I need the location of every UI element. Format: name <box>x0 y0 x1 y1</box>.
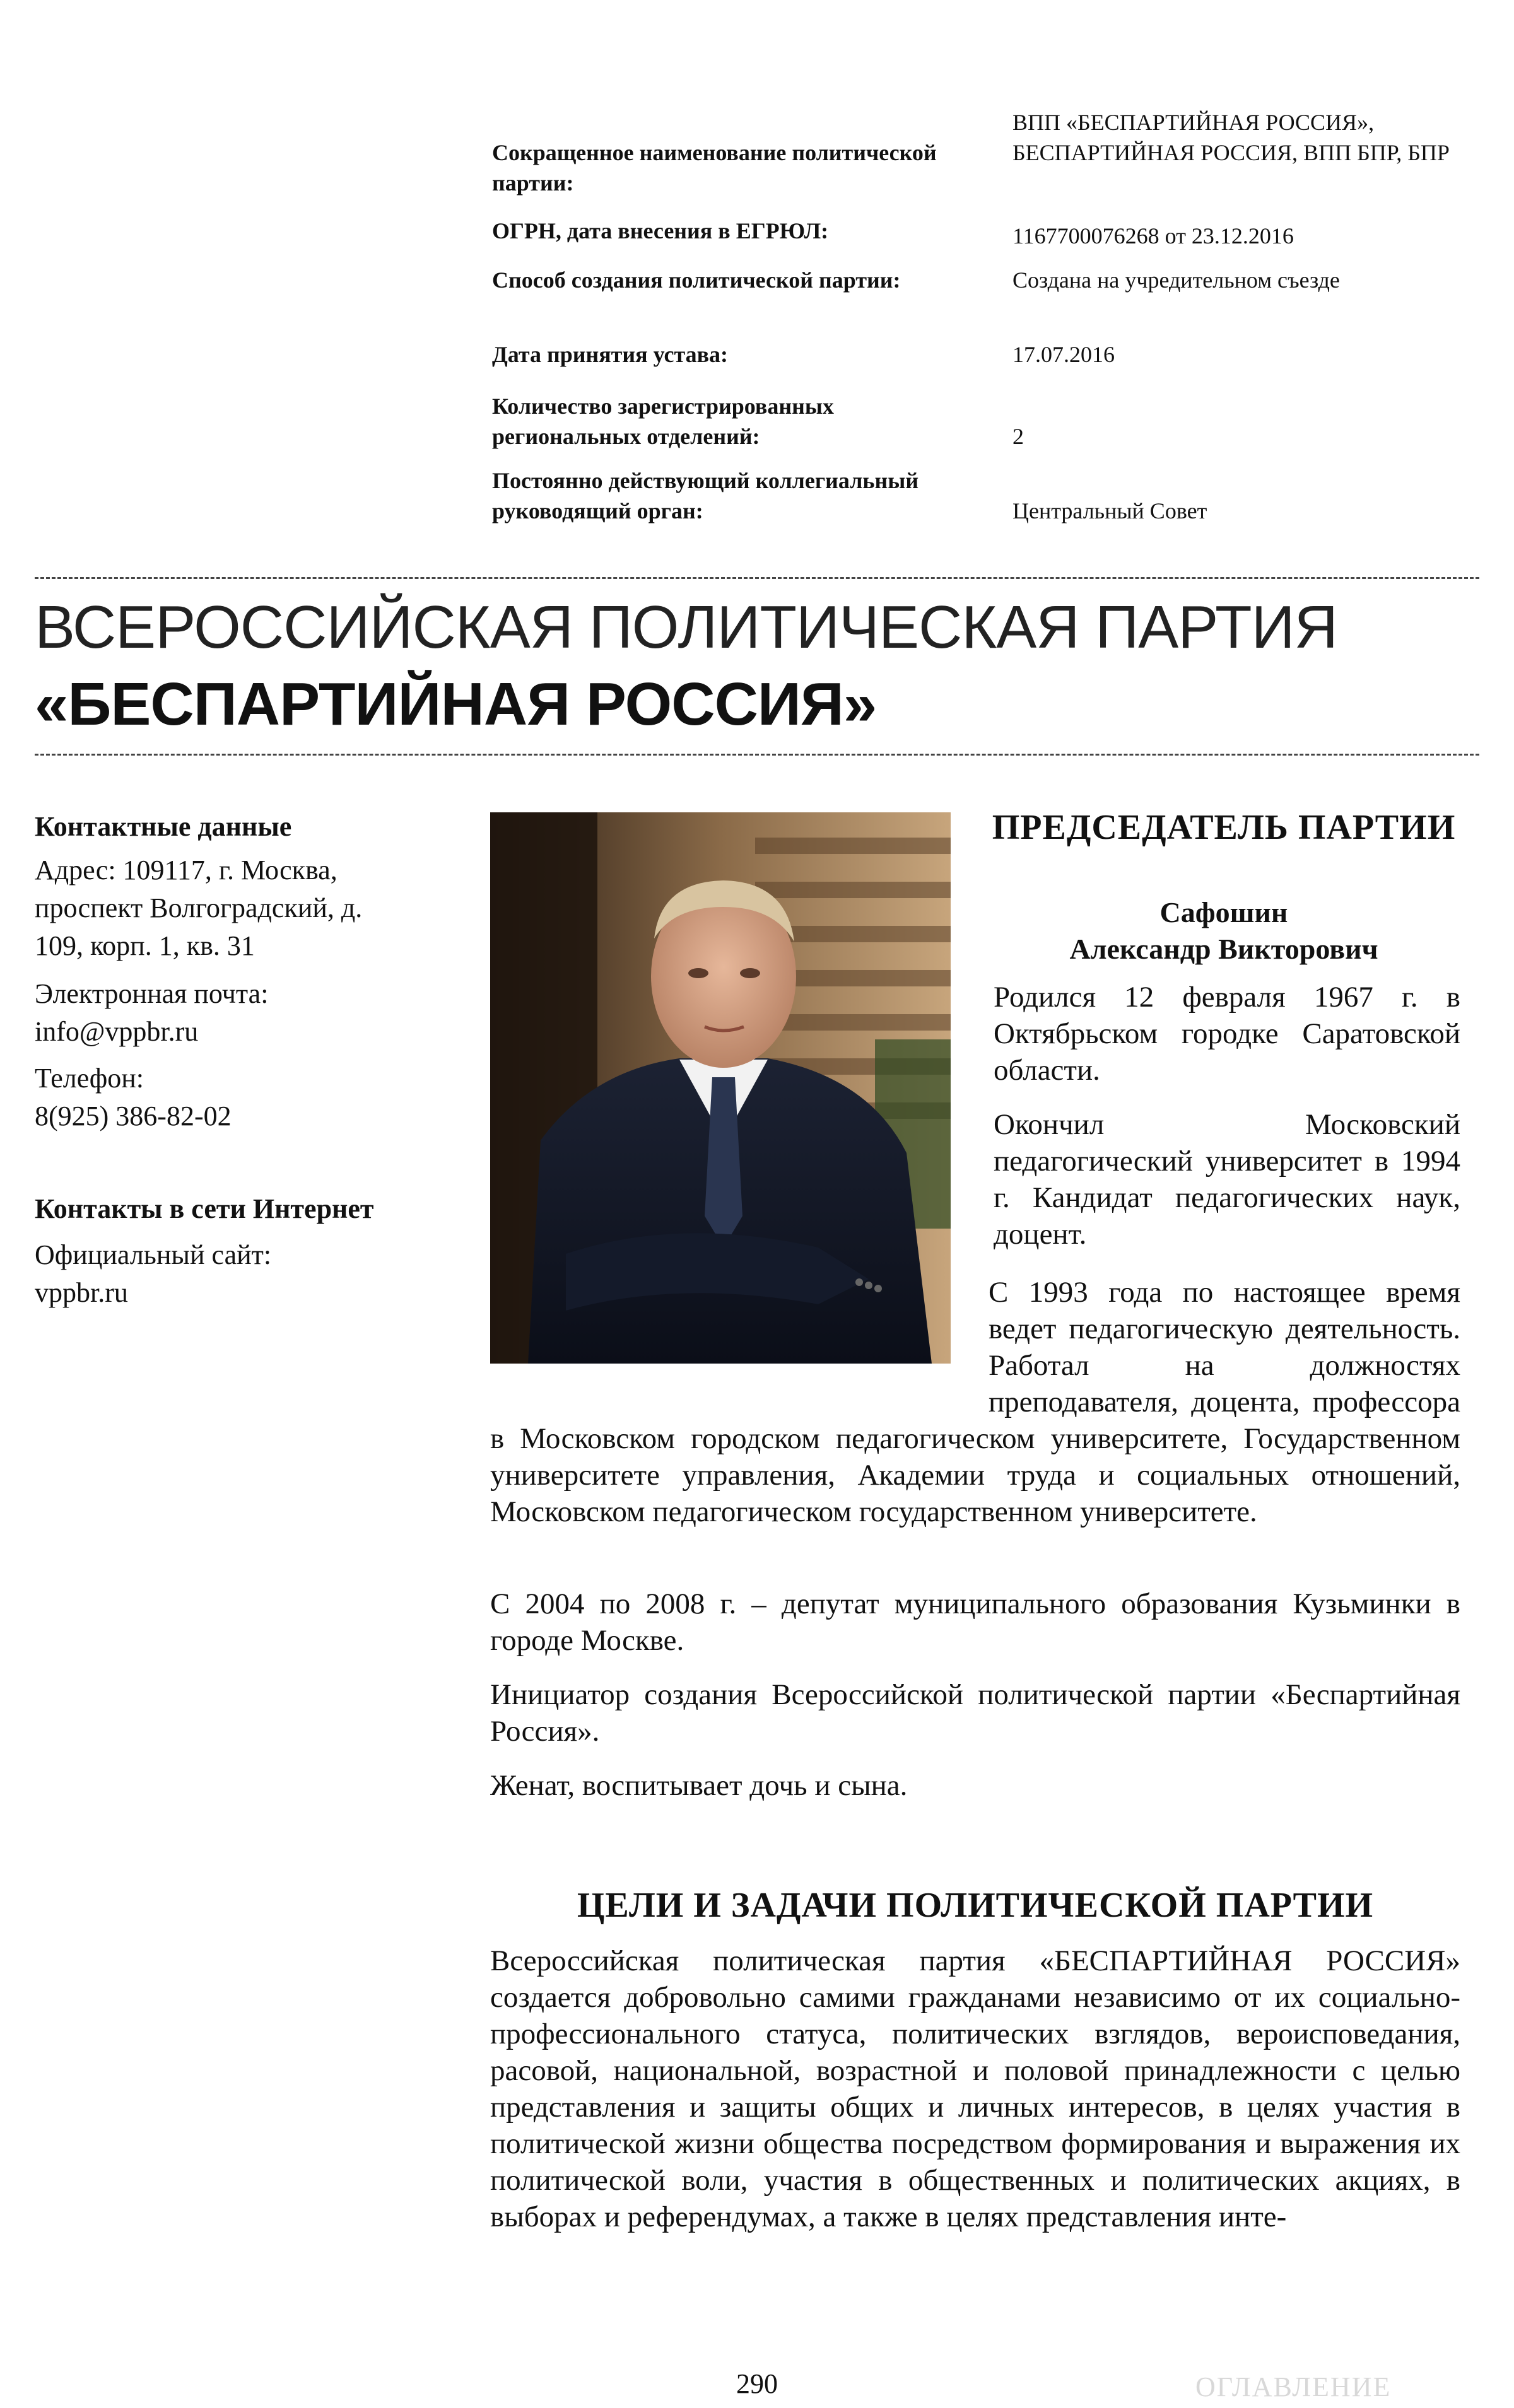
info-label-creation-method: Способ создания политической партии: <box>492 267 901 293</box>
info-label-charter-date: Дата принятия устава: <box>492 342 729 367</box>
info-value-charter-date: 17.07.2016 <box>1012 342 1115 367</box>
goals-paragraph: Всероссийская политическая партия «БЕСПАРТИЙНАЯ РОССИЯ» создается добровольно самими гражданами независимо от их социально-профессионального статуса, политических взглядов, вероисповедания, расовой, национальной, возрастной и половой принадлежности с целью представления и защиты общих и личных интересов, в целях участия в политической жизни общества посредством формирования и выражения их политической воли, участия в общественных и политических акциях, в выборах и референдумах, а также в целях представления инте- <box>490 1944 1460 2233</box>
contacts-phone-label: Телефон: <box>35 1063 144 1094</box>
info-value-ogrn: 1167700076268 от 23.12.2016 <box>1012 223 1294 248</box>
info-label-governing-body: Постоянно действующий коллегиальный руководящий орган: <box>492 468 919 523</box>
info-label-regional-branches: Количество зарегистрированных региональных отделений: <box>492 394 834 449</box>
info-value-short-name: ВПП «БЕСПАРТИЙНАЯ РОССИЯ», БЕСПАРТИЙНАЯ РОССИЯ, ВПП БПР, БПР <box>1012 110 1450 165</box>
portrait-wrap-spacer <box>490 1274 989 1411</box>
bio-paragraph-initiator: Инициатор создания Всероссийской политической партии «Беспартийная Россия». <box>490 1678 1460 1748</box>
bio-career-text: С 1993 года по настоящее время ведет педагогическую деятельность. Работал на должностях преподавателя, доцента, профессора в Московском городском педагогическом университете, Государственном университете управления, Академии труда и социальных отношений, Московском педагогическом государственном университете. <box>490 1276 1460 1528</box>
site-label: Официальный сайт: <box>35 1239 272 1270</box>
chairman-given-name: Александр Викторович <box>1069 933 1378 965</box>
bio-paragraph-deputy: С 2004 по 2008 г. – депутат муниципального образования Кузьминки в городе Москве. <box>490 1587 1460 1657</box>
divider-bottom <box>35 754 1479 756</box>
chairman-heading: ПРЕДСЕДАТЕЛЬ ПАРТИИ <box>992 808 1456 847</box>
internet-contacts-heading: Контакты в сети Интернет <box>35 1193 374 1224</box>
contacts-heading: Контактные данные <box>35 811 292 842</box>
contacts-email-label: Электронная почта: <box>35 978 269 1009</box>
goals-heading: ЦЕЛИ И ЗАДАЧИ ПОЛИТИЧЕСКОЙ ПАРТИИ <box>577 1886 1374 1925</box>
bio-paragraph-education: Окончил Московский педагогический университет в 1994 г. Кандидат педагогических наук, доцент. <box>994 1108 1460 1251</box>
party-title-line1: ВСЕРОССИЙСКАЯ ПОЛИТИЧЕСКАЯ ПАРТИЯ <box>35 593 1337 661</box>
info-label-ogrn: ОГРН, дата внесения в ЕГРЮЛ: <box>492 218 829 243</box>
bio-paragraph-family: Женат, воспитывает дочь и сына. <box>490 1769 908 1802</box>
contacts-phone: 8(925) 386-82-02 <box>35 1101 232 1131</box>
info-value-regional-branches: 2 <box>1012 424 1024 449</box>
site-link[interactable]: vppbr.ru <box>35 1277 128 1308</box>
contacts-address: Адрес: 109117, г. Москва, проспект Волгоградский, д. 109, корп. 1, кв. 31 <box>35 855 363 961</box>
page-number: 290 <box>736 2368 778 2399</box>
info-value-governing-body: Центральный Совет <box>1012 498 1207 523</box>
contacts-email[interactable]: info@vppbr.ru <box>35 1016 199 1047</box>
bio-paragraph-career <box>490 1274 1460 1530</box>
chairman-surname: Сафошин <box>1159 896 1288 928</box>
toc-link[interactable]: ОГЛАВЛЕНИЕ <box>1195 2371 1392 2402</box>
party-title-line2: «БЕСПАРТИЙНАЯ РОССИЯ» <box>35 670 877 738</box>
divider-top <box>35 577 1479 579</box>
bio-paragraph-birth: Родился 12 февраля 1967 г. в Октябрьском городке Саратовской области. <box>994 981 1460 1087</box>
info-label-short-name: Сокращенное наименование политической партии: <box>492 140 937 196</box>
info-value-creation-method: Создана на учредительном съезде <box>1012 267 1340 293</box>
